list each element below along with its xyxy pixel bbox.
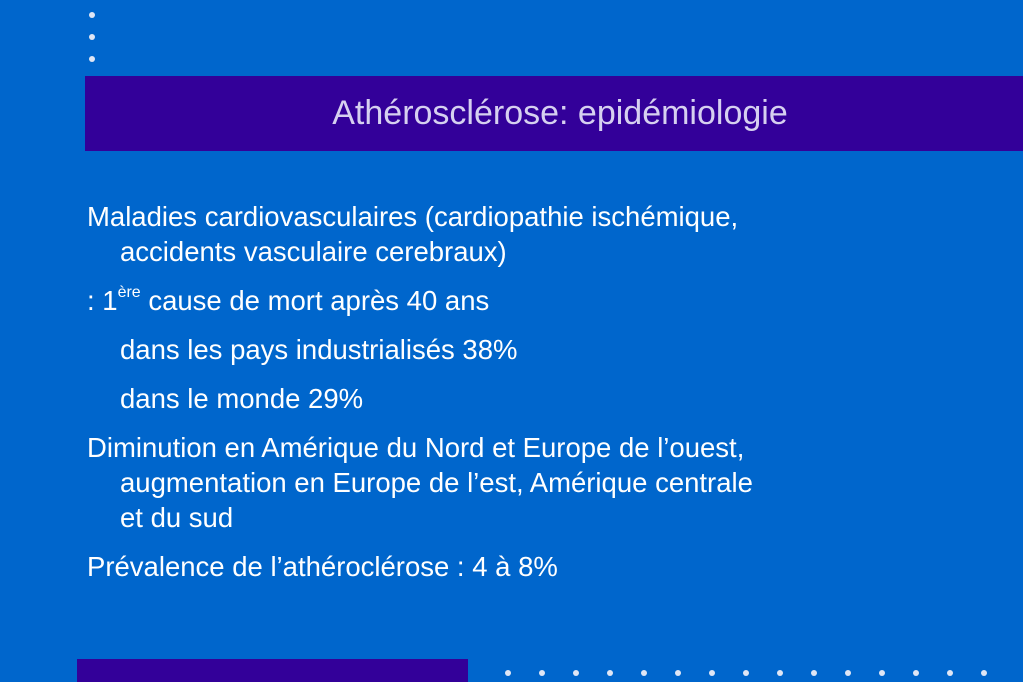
decorative-dot (89, 56, 95, 62)
slide-title: Athérosclérose: epidémiologie (332, 94, 788, 132)
decorative-dot (845, 670, 851, 676)
bullet-text: et du sud (120, 502, 234, 533)
decorative-dot (981, 670, 987, 676)
bullet-cardiovascular-diseases (87, 199, 987, 269)
decorative-dot (675, 670, 681, 676)
bottom-accent-bar (77, 659, 468, 682)
decorative-dot (777, 670, 783, 676)
decorative-dot (539, 670, 545, 676)
decorative-dot (811, 670, 817, 676)
decorative-dot (913, 670, 919, 676)
bullet-leading-cause (87, 283, 987, 318)
sub-item-industrialized (87, 332, 987, 367)
decorative-dot (947, 670, 953, 676)
bullet-text: cause de mort après 40 ans (140, 285, 490, 316)
decorative-dot (607, 670, 613, 676)
decorative-dot (505, 670, 511, 676)
ordinal-superscript: ère (117, 283, 141, 301)
slide-body (87, 199, 987, 598)
decorative-dot (709, 670, 715, 676)
decorative-dot (641, 670, 647, 676)
bullet-text: augmentation en Europe de l’est, Amérique centrale (120, 467, 753, 498)
decorative-dot (743, 670, 749, 676)
decorative-dots-vertical (89, 8, 99, 68)
bullet-text: Maladies cardiovasculaires (cardiopathie ischémique, (87, 201, 739, 232)
decorative-dot (573, 670, 579, 676)
bullet-text: dans les pays industrialisés 38% (120, 334, 518, 365)
sub-item-world (87, 381, 987, 416)
decorative-dot (879, 670, 885, 676)
bullet-text: Prévalence de l’athéroclérose : 4 à 8% (87, 551, 558, 582)
bullet-text: dans le monde 29% (120, 383, 364, 414)
bullet-text: accidents vasculaire cerebraux) (120, 236, 507, 267)
decorative-dots-horizontal (505, 670, 1005, 680)
decorative-dot (89, 34, 95, 40)
decorative-dot (89, 12, 95, 18)
bullet-text: : 1 (87, 285, 118, 316)
bullet-prevalence (87, 549, 987, 584)
bullet-trends (87, 430, 987, 535)
bullet-text: Diminution en Amérique du Nord et Europe de l’ouest, (87, 432, 745, 463)
title-bar (85, 76, 1023, 151)
